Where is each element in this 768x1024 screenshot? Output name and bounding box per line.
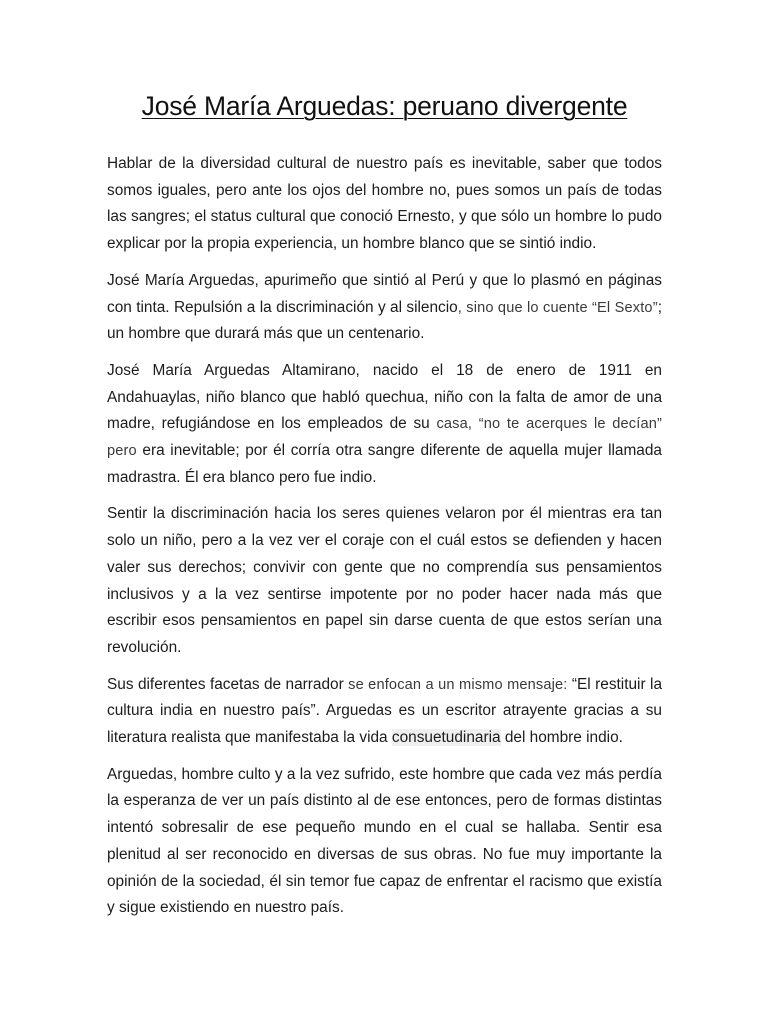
paragraph-segment: Arguedas, hombre culto y a la vez sufrido, este hombre que cada vez más perdía la esperanza de ver un país distinto al de ese entonces, pero de formas distintas intentó sobresalir de ese pequeño mundo en el cual se hallaba. Sentir esa plenitud al ser reconocido en diversas de sus obras. No fue muy importante la opinión de la sociedad, él sin temor fue capaz de enfrentar el racismo que existía y sigue existiendo en nuestro país. bbox=[107, 765, 662, 917]
paragraph-segment: ; un hombre que durará más que un centenario. bbox=[107, 298, 662, 343]
paragraph-segment: era inevitable; por él corría otra sangre diferente de aquella mujer llamada madrastra. Él era blanco pero fue indio. bbox=[107, 442, 662, 486]
document-body bbox=[107, 151, 662, 922]
paragraph-segment: Sus diferentes facetas de narrador bbox=[107, 675, 349, 693]
paragraph-segment-alt: casa, “no te acerques le decían” pero bbox=[107, 416, 662, 460]
paragraph bbox=[107, 268, 662, 348]
paragraph-segment: Hablar de la diversidad cultural de nuestro país es inevitable, saber que todos somos iguales, pero ante los ojos del hombre no, pues somos un país de todas las sangres; el status cultural que conoció Ernesto, y que sólo un hombre lo pudo explicar por la propia experiencia, un hombre blanco que se sintió indio. bbox=[107, 155, 662, 253]
paragraph bbox=[107, 151, 662, 258]
paragraph-segment-alt: se enfocan a un mismo mensaje: bbox=[348, 676, 568, 693]
paragraph bbox=[107, 358, 662, 492]
paragraph-segment: “El restituir la cultura india en nuestro país”. Arguedas es un escritor atrayente gracias a su literatura realista que manifestaba la vida bbox=[107, 675, 663, 747]
paragraph-segment: José María Arguedas, apurimeño que sintió al Perú y que lo plasmó en páginas con tinta. Repulsión a la discriminación y al silencio bbox=[107, 271, 662, 316]
paragraph-segment: Sentir la discriminación hacia los seres quienes velaron por él mientras era tan solo un niño, pero a la vez ver el coraje con el cuál estos se defienden y hacen valer sus derechos; convivir con gente que no comprendía sus pensamientos inclusivos y a la vez sentirse impotente por no poder hacer nada más que escribir esos pensamientos en papel sin darse cuenta de que estos serían una revolución. bbox=[107, 505, 662, 656]
paragraph bbox=[107, 672, 662, 752]
paragraph-segment-alt: , sino que lo cuente “El Sexto” bbox=[457, 299, 658, 316]
paragraph-segment-hl: consuetudinaria bbox=[391, 729, 501, 747]
paragraph-segment: José María Arguedas Altamirano, nacido el 18 de enero de 1911 en Andahuaylas, niño blanco que habló quechua, niño con la falta de amor de una madre, refugiándose en los empleados de su bbox=[107, 361, 662, 433]
paragraph-segment: del hombre indio. bbox=[500, 729, 623, 747]
paragraph bbox=[107, 501, 662, 661]
paragraph bbox=[107, 762, 662, 922]
page-title: José María Arguedas: peruano divergente bbox=[141, 91, 628, 121]
